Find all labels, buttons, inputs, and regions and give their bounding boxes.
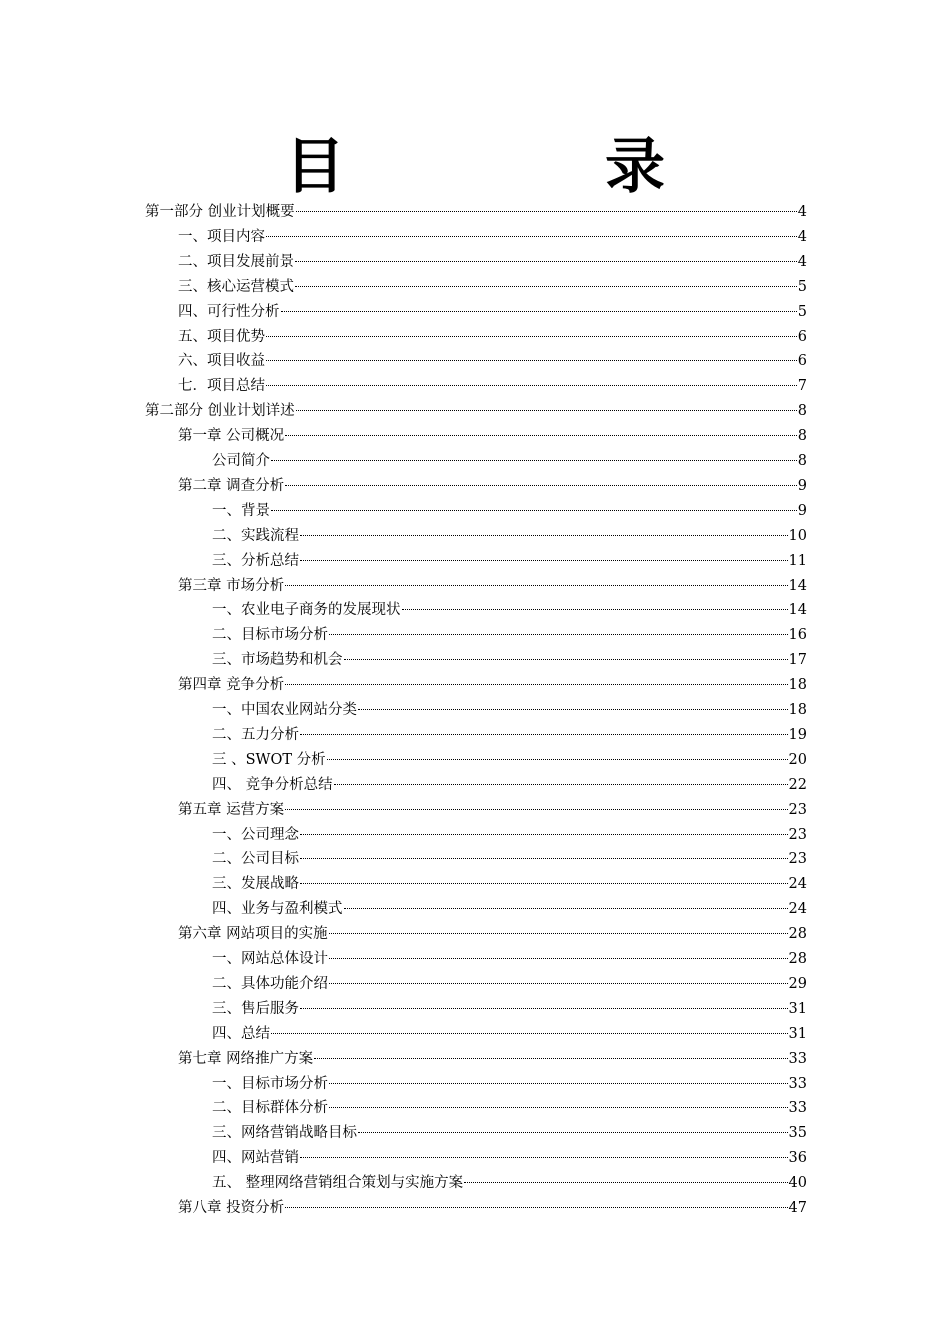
toc-entry-label: 二、五力分析 [212, 726, 299, 743]
toc-entry[interactable] [212, 847, 807, 871]
toc-entry-page-number: 23 [788, 851, 807, 868]
toc-entry-label: 四、可行性分析 [178, 303, 280, 320]
toc-entry-label: 一、中国农业网站分类 [212, 702, 357, 718]
toc-entry[interactable] [212, 598, 807, 622]
toc-entry-label: 三、网络营销战略目标 [212, 1125, 357, 1142]
toc-entry-page-number: 9 [797, 477, 807, 494]
toc-entry-page-number: 28 [788, 951, 807, 967]
dot-leader [329, 933, 788, 934]
toc-entry[interactable] [212, 1072, 807, 1096]
toc-entry-page-number: 14 [788, 602, 807, 619]
dot-leader [271, 510, 797, 511]
toc-entry[interactable] [145, 200, 807, 224]
toc-entry-label: 第三章 市场分析 [178, 577, 285, 594]
toc-entry[interactable] [212, 1121, 807, 1145]
toc-entry-label: 二、具体功能介绍 [212, 975, 328, 992]
toc-entry-label: 第六章 网站项目的实施 [178, 926, 328, 943]
toc-entry-label: 二、项目发展前景 [178, 253, 294, 270]
toc-entry-page-number: 8 [797, 403, 807, 420]
toc-entry-page-number: 10 [788, 527, 807, 544]
dot-leader [300, 858, 788, 859]
dot-leader [327, 759, 788, 760]
toc-entry-page-number: 33 [788, 1075, 807, 1092]
toc-entry[interactable] [212, 1171, 807, 1195]
toc-entry[interactable] [178, 424, 807, 448]
toc-entry-page-number: 23 [788, 826, 807, 843]
toc-entry[interactable] [212, 698, 807, 722]
toc-entry-label: 第四章 竞争分析 [178, 677, 285, 694]
toc-entry[interactable] [212, 1096, 807, 1120]
toc-entry-label: 第八章 投资分析 [178, 1200, 285, 1216]
toc-entry-label: 三、售后服务 [212, 1000, 299, 1017]
dot-leader [296, 211, 797, 212]
toc-entry[interactable] [212, 723, 807, 747]
dot-leader [295, 261, 797, 262]
toc-entry-page-number: 28 [788, 926, 807, 943]
toc-entry-label: 一、网站总体设计 [212, 951, 328, 967]
toc-entry[interactable] [212, 972, 807, 996]
toc-entry-label: 第五章 运营方案 [178, 801, 285, 818]
dot-leader [329, 634, 788, 635]
toc-entry-page-number: 47 [788, 1200, 807, 1216]
toc-entry-label: 第二章 调查分析 [178, 477, 285, 494]
dot-leader [300, 1008, 788, 1009]
toc-entry-page-number: 24 [788, 901, 807, 918]
toc-entry-page-number: 29 [788, 975, 807, 992]
dot-leader [329, 958, 788, 959]
toc-entry[interactable] [178, 922, 807, 946]
toc-entry-label: 三、分析总结 [212, 552, 299, 569]
dot-leader [334, 784, 788, 785]
dot-leader [402, 609, 788, 610]
dot-leader [285, 485, 797, 486]
dot-leader [300, 1157, 788, 1158]
toc-entry-label: 一、目标市场分析 [212, 1075, 328, 1092]
toc-entry-label: 五、 整理网络营销组合策划与实施方案 [212, 1175, 464, 1192]
toc-entry[interactable] [212, 823, 807, 847]
toc-entry[interactable] [178, 225, 807, 249]
toc-entry-page-number: 11 [788, 552, 807, 569]
dot-leader [285, 435, 797, 436]
toc-entry[interactable] [178, 574, 807, 598]
toc-entry[interactable] [212, 872, 807, 896]
dot-leader [329, 1107, 788, 1108]
toc-entry-label: 第七章 网络推广方案 [178, 1050, 314, 1067]
toc-entry-label: 二、公司目标 [212, 851, 299, 868]
toc-entry[interactable] [212, 499, 807, 523]
toc-entry-label: 五、项目优势 [178, 328, 265, 345]
toc-entry-label: 公司简介 [212, 453, 270, 469]
dot-leader [358, 1132, 788, 1133]
dot-leader [271, 460, 797, 461]
dot-leader [300, 535, 788, 536]
toc-entry-label: 第二部分 创业计划详述 [145, 403, 295, 420]
toc-entry-page-number: 14 [788, 577, 807, 594]
toc-entry-label: 三、核心运营模式 [178, 278, 294, 295]
toc-entry[interactable] [178, 349, 807, 373]
dot-leader [271, 1033, 788, 1034]
toc-entry-label: 二、目标群体分析 [212, 1100, 328, 1117]
toc-entry-label: 四、 竞争分析总结 [212, 776, 333, 793]
toc-entry-page-number: 24 [788, 876, 807, 893]
toc-entry-label: 一、项目内容 [178, 228, 265, 245]
toc-entry-label: 四、总结 [212, 1025, 270, 1042]
toc-entry-label: 二、目标市场分析 [212, 627, 328, 644]
dot-leader [266, 385, 797, 386]
dot-leader [285, 684, 787, 685]
toc-entry[interactable] [178, 1047, 807, 1071]
toc-entry-page-number: 8 [797, 453, 807, 469]
toc-entry-page-number: 19 [788, 726, 807, 743]
dot-leader [464, 1182, 787, 1183]
dot-leader [295, 286, 797, 287]
toc-entry-page-number: 18 [788, 702, 807, 718]
dot-leader [300, 834, 788, 835]
toc-entry-label: 四、网站营销 [212, 1150, 299, 1167]
toc-entry-page-number: 4 [797, 253, 807, 270]
toc-entry-label: 六、项目收益 [178, 353, 265, 370]
toc-entry[interactable] [212, 997, 807, 1021]
dot-leader [285, 809, 787, 810]
toc-entry-page-number: 20 [788, 751, 807, 768]
toc-entry-page-number: 35 [788, 1125, 807, 1142]
dot-leader [285, 1207, 787, 1208]
dot-leader [329, 983, 788, 984]
toc-entry[interactable] [178, 374, 807, 398]
toc-entry[interactable] [212, 897, 807, 921]
dot-leader [266, 360, 797, 361]
toc-entry-page-number: 5 [797, 303, 807, 320]
toc-entry[interactable] [178, 275, 807, 299]
dot-leader [344, 659, 788, 660]
toc-entry[interactable] [178, 300, 807, 324]
toc-entry-page-number: 33 [788, 1100, 807, 1117]
dot-leader [285, 585, 787, 586]
toc-entry-label: 三、市场趋势和机会 [212, 652, 343, 669]
toc-entry-page-number: 18 [788, 677, 807, 694]
toc-entry-page-number: 9 [797, 502, 807, 519]
dot-leader [344, 908, 788, 909]
dot-leader [266, 236, 797, 237]
toc-entry-page-number: 5 [797, 278, 807, 295]
toc-entry[interactable] [212, 748, 807, 772]
dot-leader [266, 336, 797, 337]
toc-entry-page-number: 6 [797, 328, 807, 345]
toc-entry-page-number: 4 [797, 204, 807, 220]
toc-entry-label: 第一章 公司概况 [178, 428, 285, 445]
toc-entry-page-number: 7 [797, 378, 807, 395]
toc-entry[interactable] [212, 524, 807, 548]
toc-entry[interactable] [212, 648, 807, 672]
dot-leader [314, 1058, 787, 1059]
toc-entry-label: 一、公司理念 [212, 826, 299, 843]
page-title: 目 录 [285, 132, 765, 202]
toc-entry-page-number: 33 [788, 1050, 807, 1067]
toc-entry[interactable] [178, 798, 807, 822]
toc-entry[interactable] [178, 250, 807, 274]
toc-entry-label: 一、农业电子商务的发展现状 [212, 602, 401, 619]
dot-leader [300, 560, 788, 561]
toc-entry-page-number: 4 [797, 228, 807, 245]
toc-entry-page-number: 31 [788, 1025, 807, 1042]
toc-entry-page-number: 16 [788, 627, 807, 644]
toc-entry-label: 第一部分 创业计划概要 [145, 204, 295, 220]
toc-entry[interactable] [212, 1146, 807, 1170]
toc-entry-page-number: 17 [788, 652, 807, 669]
toc-entry-page-number: 36 [788, 1150, 807, 1167]
toc-entry[interactable] [212, 1022, 807, 1046]
dot-leader [296, 410, 797, 411]
toc-entry[interactable] [178, 474, 807, 498]
dot-leader [281, 311, 797, 312]
toc-entry-label: 三、发展战略 [212, 876, 299, 893]
toc-entry-label: 四、业务与盈利模式 [212, 901, 343, 918]
toc-entry-label: 三 、SWOT 分析 [212, 751, 326, 768]
toc-entry[interactable] [212, 773, 807, 797]
toc-entry[interactable] [178, 325, 807, 349]
toc-entry[interactable] [178, 673, 807, 697]
toc-entry-label: 一、背景 [212, 502, 270, 519]
toc-entry[interactable] [212, 449, 807, 473]
toc-entry[interactable] [145, 399, 807, 423]
toc-entry-label: 七．项目总结 [178, 378, 265, 395]
toc-entry-page-number: 31 [788, 1000, 807, 1017]
toc-entry-label: 二、实践流程 [212, 527, 299, 544]
toc-entry[interactable] [212, 623, 807, 647]
dot-leader [300, 734, 788, 735]
toc-entry[interactable] [212, 947, 807, 971]
toc-entry-page-number: 23 [788, 801, 807, 818]
toc-entry-page-number: 40 [788, 1175, 807, 1192]
dot-leader [300, 883, 788, 884]
dot-leader [329, 1083, 788, 1084]
toc-entry-page-number: 22 [788, 776, 807, 793]
toc-entry[interactable] [178, 1196, 807, 1220]
dot-leader [358, 709, 788, 710]
toc-entry-page-number: 8 [797, 428, 807, 445]
toc-entry[interactable] [212, 549, 807, 573]
toc-entry-page-number: 6 [797, 353, 807, 370]
